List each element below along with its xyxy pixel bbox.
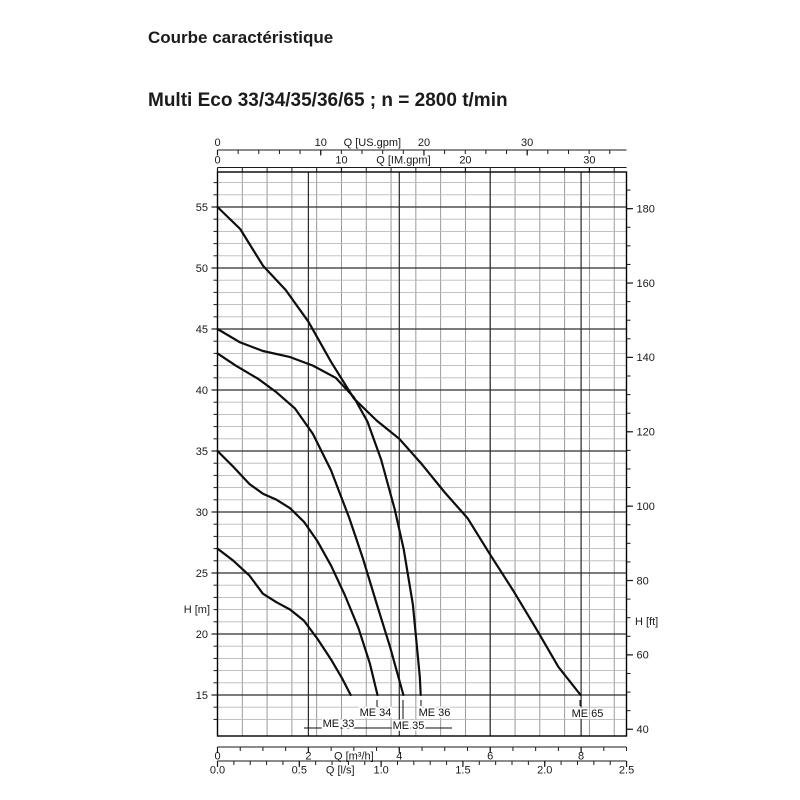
axis-us_gpm-title: Q [US.gpm] xyxy=(343,137,402,149)
plot-border xyxy=(218,172,627,736)
axis-h_m-tick-label: 45 xyxy=(195,323,208,336)
axis-ls-tick-label: 0.0 xyxy=(209,764,226,777)
axis-h_ft-title: H [ft] xyxy=(635,616,659,628)
curve-label-me-65: ME 65 xyxy=(571,708,604,720)
axis-h_m-tick-label: 15 xyxy=(195,689,208,702)
axis-ls-tick-label: 0.5 xyxy=(291,764,307,777)
axis-m3h-tick-label: 0 xyxy=(214,750,221,763)
curve-label-me-35: ME 35 xyxy=(392,720,425,732)
axis-h_m-tick-label: 30 xyxy=(195,506,208,519)
page-title: Courbe caractéristique xyxy=(148,28,334,47)
chart-subtitle: Multi Eco 33/34/35/36/65 ; n = 2800 t/min xyxy=(148,90,508,111)
axis-ls-tick-label: 2.5 xyxy=(618,764,635,777)
axis-ls-title: Q [l/s] xyxy=(325,764,355,777)
axis-h_m-tick-label: 55 xyxy=(195,201,208,214)
axis-ls-tick-label: 1.5 xyxy=(455,764,471,777)
axis-h_ft-tick-label: 60 xyxy=(636,649,649,662)
axis-us_gpm-tick-label: 20 xyxy=(417,137,431,149)
axis-h_m-tick-label: 50 xyxy=(195,262,208,275)
axis-h_m-tick-label: 20 xyxy=(195,628,208,641)
axis-m3h-tick-label: 2 xyxy=(305,750,312,763)
curve-label-me-33: ME 33 xyxy=(322,718,355,730)
axis-h_ft-tick-label: 80 xyxy=(636,575,649,588)
axis-h_ft-tick-label: 120 xyxy=(636,426,655,439)
axis-h_m xyxy=(184,183,218,720)
axis-us_gpm-tick-label: 10 xyxy=(314,137,327,149)
axis-m3h xyxy=(214,747,626,763)
axis-h_ft-tick-label: 180 xyxy=(636,203,655,216)
axis-im_gpm-tick-label: 0 xyxy=(214,154,221,167)
axis-h_ft-tick-label: 100 xyxy=(636,500,655,513)
axis-h_m-tick-label: 40 xyxy=(195,384,208,397)
axis-h_ft-tick-label: 160 xyxy=(636,277,655,290)
axis-im_gpm-tick-label: 20 xyxy=(459,154,472,167)
axis-im_gpm-tick-label: 30 xyxy=(583,154,596,167)
axis-h_ft xyxy=(627,190,659,736)
axis-im_gpm-title: Q [IM.gpm] xyxy=(376,154,431,167)
axis-h_m-title: H [m] xyxy=(183,604,210,616)
axis-m3h-title: Q [m³/h] xyxy=(333,750,374,763)
axis-im_gpm-tick-label: 10 xyxy=(335,154,348,167)
curve-label-me-34: ME 34 xyxy=(359,707,392,719)
grid-major xyxy=(218,172,627,736)
axis-us_gpm xyxy=(214,137,626,156)
axis-h_ft-tick-label: 140 xyxy=(636,352,655,365)
axis-h_m-tick-label: 25 xyxy=(195,567,208,580)
axis-h_m-tick-label: 35 xyxy=(195,445,208,458)
axis-ls-tick-label: 2.0 xyxy=(537,764,553,777)
axis-m3h-tick-label: 4 xyxy=(396,750,403,763)
axis-m3h-tick-label: 6 xyxy=(487,750,494,763)
axis-h_ft-tick-label: 40 xyxy=(636,724,649,737)
axis-im_gpm xyxy=(214,155,626,174)
axis-ls xyxy=(210,761,634,777)
axis-m3h-tick-label: 8 xyxy=(578,750,585,763)
axis-ls-tick-label: 1.0 xyxy=(373,764,389,777)
axis-us_gpm-tick-label: 0 xyxy=(214,137,221,149)
axis-us_gpm-tick-label: 30 xyxy=(521,137,534,149)
grid-minor xyxy=(218,172,627,736)
curve-label-me-36: ME 36 xyxy=(418,707,451,719)
